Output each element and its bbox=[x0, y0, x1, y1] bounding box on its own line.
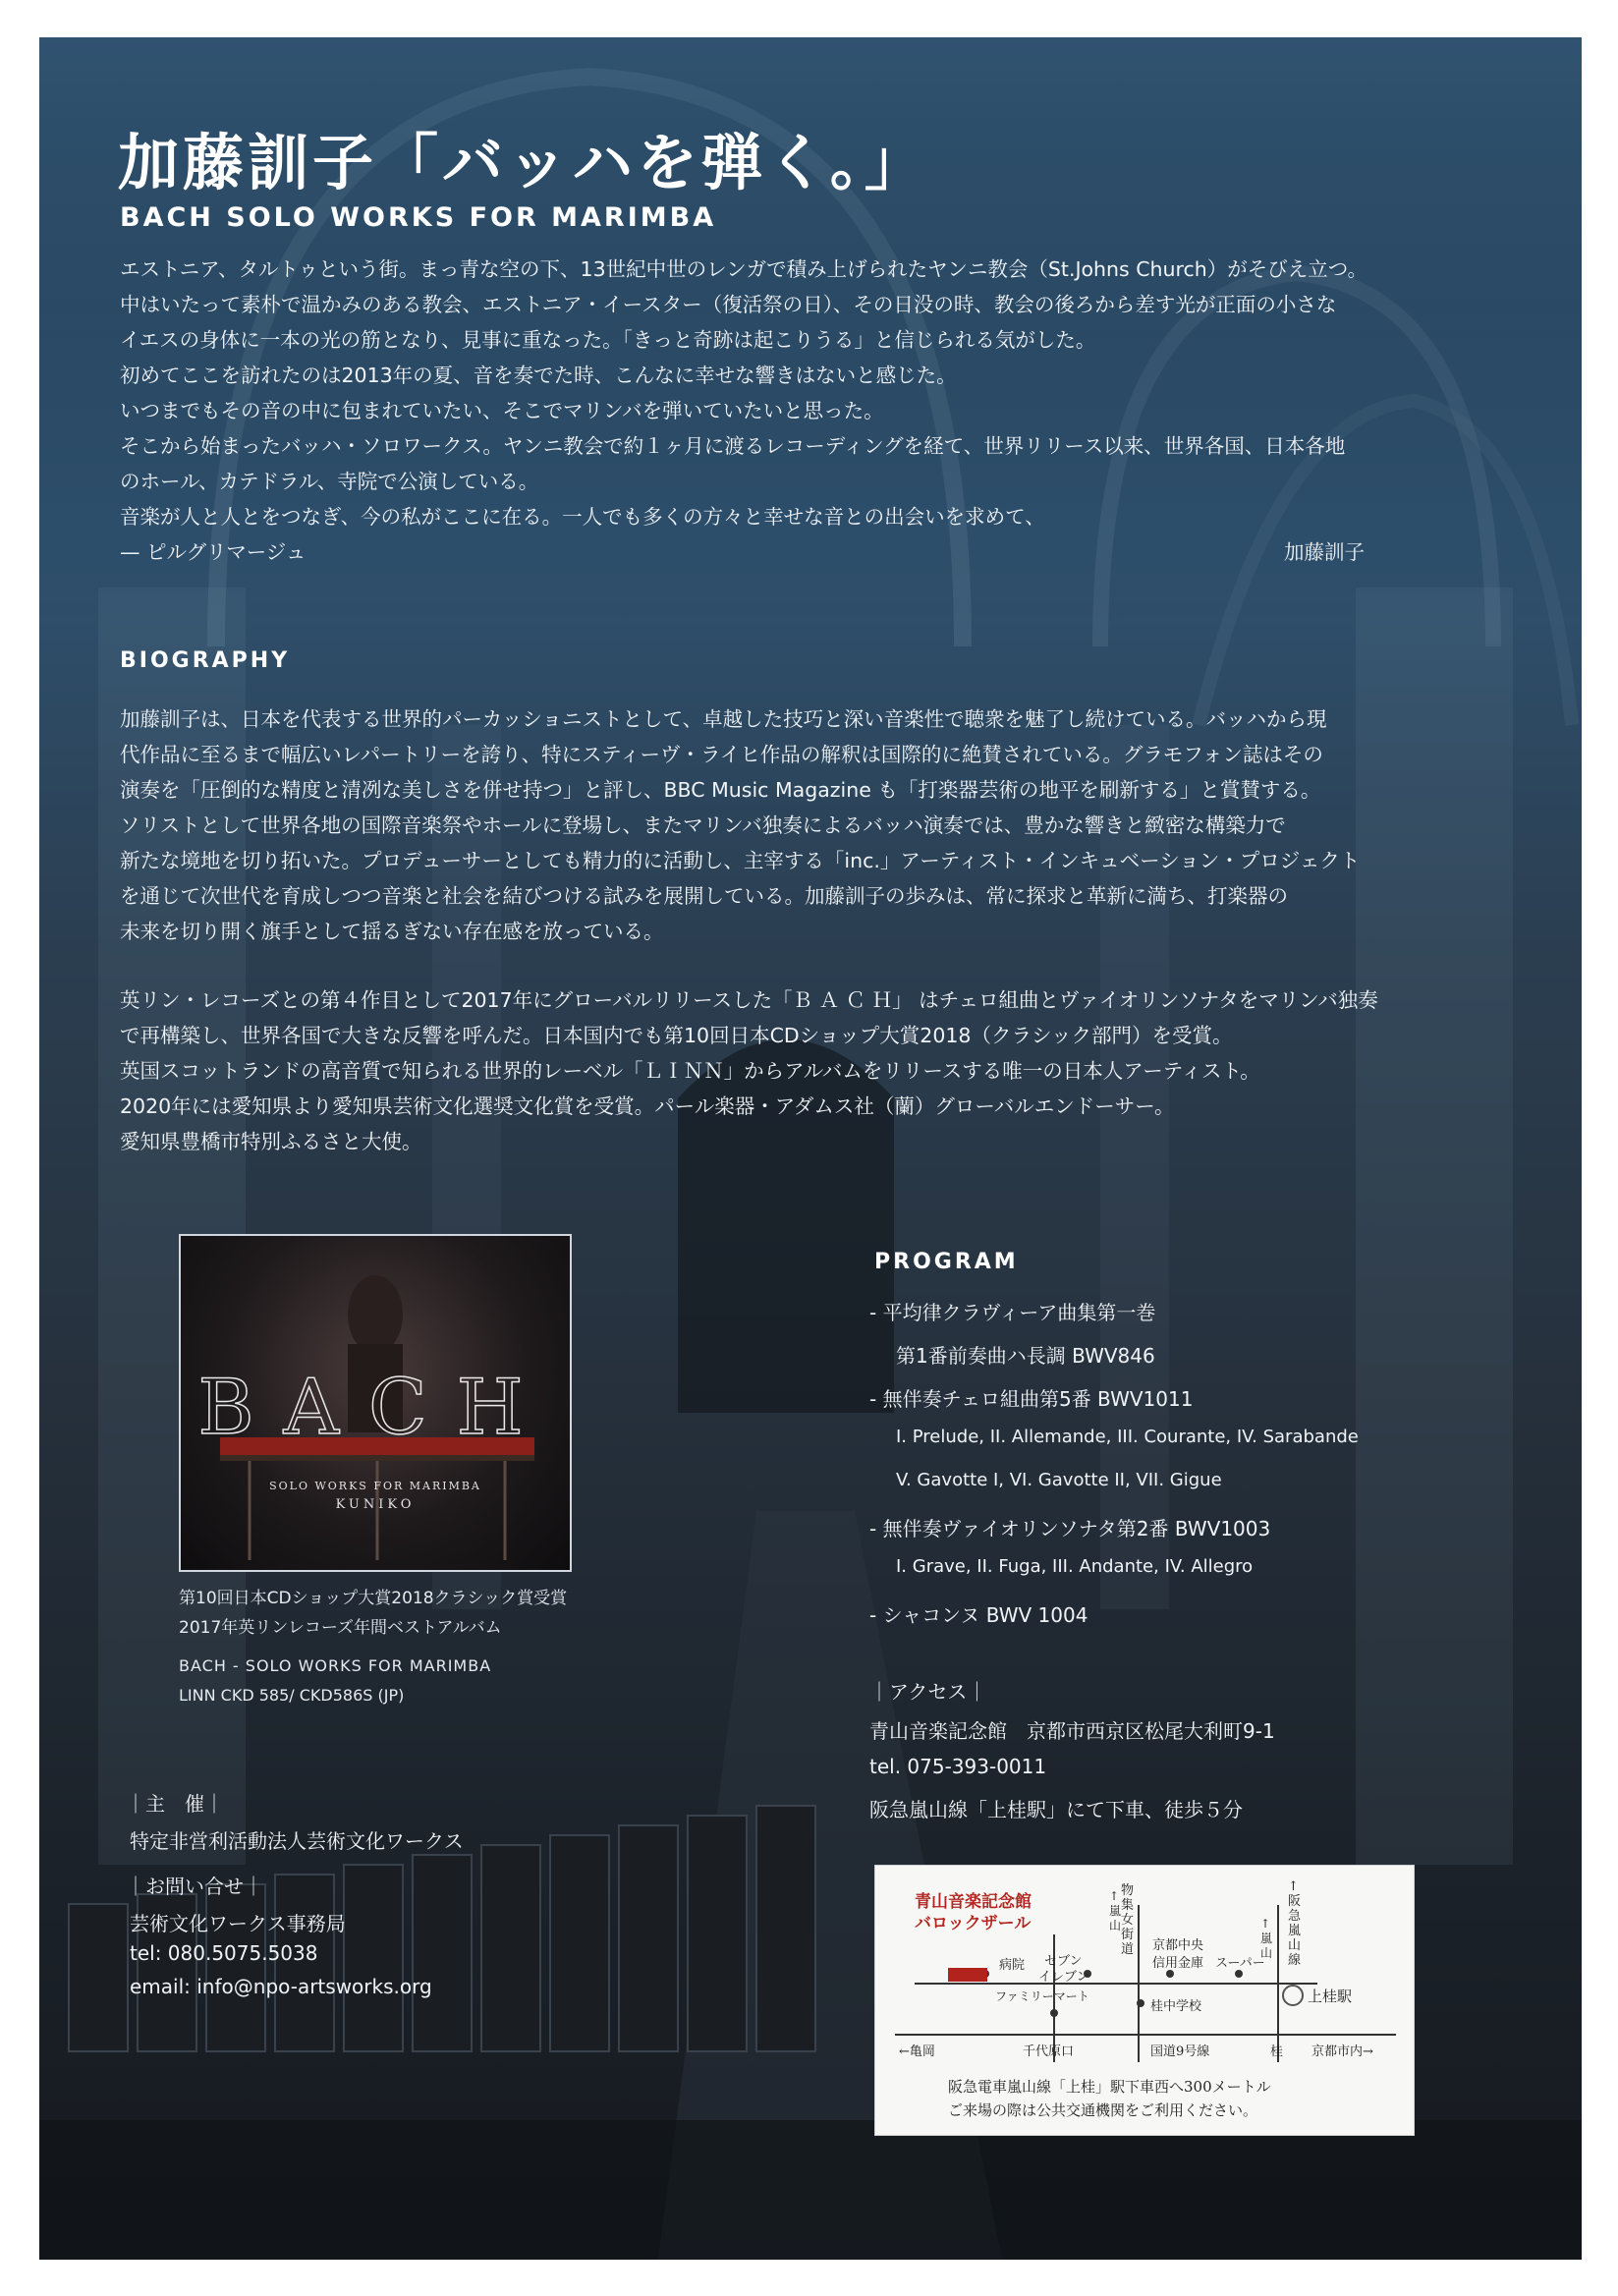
map-station: 上桂駅 bbox=[1308, 1988, 1353, 2005]
map-label: 国道9号線 bbox=[1150, 2044, 1210, 2059]
map-label-monoshume: 物 集 女 街 道 bbox=[1121, 1883, 1135, 1957]
map-label-arashiyama-2: ↑ 嵐 山 bbox=[1260, 1917, 1273, 1960]
bio-line: 演奏を「圧倒的な精度と清冽な美しさを併せ持つ」と評し、BBC Music Magazine も「打楽器芸術の地平を刷新する」と賞賛する。 bbox=[120, 778, 1321, 802]
organizer-name: 特定非営利活動法人芸術文化ワークス bbox=[130, 1829, 464, 1853]
access-directions: 阪急嵐山線「上桂駅」にて下車、徒歩５分 bbox=[869, 1798, 1243, 1821]
map-label: セブン bbox=[1044, 1954, 1083, 1969]
program-item: - 無伴奏チェロ組曲第5番 BWV1011 bbox=[869, 1387, 1194, 1411]
album-award-2: 2017年英リンレコーズ年間ベストアルバム bbox=[179, 1618, 502, 1638]
map-note-2: ご来場の際は公共交通機関をご利用ください。 bbox=[948, 2101, 1258, 2119]
intro-line: そこから始まったバッハ・ソロワークス。ヤンニ教会で約１ヶ月に渡るレコーディングを経て、世界リリース以来、世界各国、日本各地 bbox=[120, 434, 1346, 458]
contact-heading: ｜お問い合せ｜ bbox=[126, 1875, 263, 1898]
map-label: 桂中学校 bbox=[1150, 1999, 1202, 2014]
intro-line: エストニア、タルトゥという街。まっ青な空の下、13世紀中世のレンガで積み上げられたヤンニ教会（St.Johns Church）がそびえ立つ。 bbox=[120, 257, 1367, 281]
bio-line: ソリストとして世界各地の国際音楽祭やホールに登場し、またマリンバ独奏によるバッハ演奏では、豊かな響きと緻密な構築力で bbox=[120, 813, 1286, 837]
intro-signature: 加藤訓子 bbox=[1284, 540, 1365, 564]
access-venue: 青山音楽記念館 京都市西京区松尾大利町9-1 bbox=[869, 1719, 1275, 1743]
contact-tel: tel: 080.5075.5038 bbox=[130, 1941, 318, 1965]
album-cover-title: BACH bbox=[197, 1364, 553, 1452]
access-map bbox=[874, 1865, 1415, 2136]
intro-line: 初めてここを訪れたのは2013年の夏、音を奏でた時、こんなに幸せな響きはないと感じた。 bbox=[120, 364, 957, 387]
intro-line: 音楽が人と人とをつなぎ、今の私がここに在る。一人でも多くの方々と幸せな音との出会いを求めて、 bbox=[120, 505, 1045, 529]
map-label: 信用金庫 bbox=[1152, 1956, 1204, 1971]
intro-line: のホール、カテドラル、寺院で公演している。 bbox=[120, 470, 539, 493]
map-label: 京都中央 bbox=[1152, 1938, 1204, 1953]
map-label: 桂 bbox=[1270, 2044, 1284, 2059]
map-label: 京都市内→ bbox=[1311, 2044, 1373, 2059]
map-label: ファミリーマート bbox=[995, 1989, 1089, 2003]
biography-heading: BIOGRAPHY bbox=[120, 648, 291, 673]
map-label: ←亀岡 bbox=[899, 2044, 935, 2059]
bio-line: 加藤訓子は、日本を代表する世界的パーカッショニストとして、卓越した技巧と深い音楽性で聴衆を魅了し続けている。バッハから現 bbox=[120, 707, 1327, 731]
access-heading: ｜アクセス｜ bbox=[869, 1680, 987, 1704]
bio-line: 愛知県豊橋市特別ふるさと大使。 bbox=[120, 1130, 422, 1153]
intro-line: いつまでもその音の中に包まれていたい、そこでマリンバを弾いていたいと思った。 bbox=[120, 399, 884, 422]
program-item: - 平均律クラヴィーア曲集第一巻 bbox=[869, 1301, 1156, 1324]
program-item-detail: V. Gavotte I, VI. Gavotte II, VII. Gigue bbox=[896, 1470, 1222, 1490]
map-label-hankyu-line: ↑ 阪 急 嵐 山 線 bbox=[1288, 1879, 1302, 1968]
event-subtitle: BACH SOLO WORKS FOR MARIMBA bbox=[120, 202, 717, 233]
bio-line: で再構築し、世界各国で大きな反響を呼んだ。日本国内でも第10回日本CDショップ大賞2018（クラシック部門）を受賞。 bbox=[120, 1024, 1233, 1047]
biography-paragraph-2 bbox=[120, 982, 1525, 1159]
intro-closing-row bbox=[120, 534, 1525, 570]
map-label-arashiyama: ↑ 嵐 山 bbox=[1109, 1889, 1122, 1932]
access-tel: tel. 075-393-0011 bbox=[869, 1755, 1047, 1778]
map-label: スーパー bbox=[1215, 1956, 1265, 1971]
program-item: - 無伴奏ヴァイオリンソナタ第2番 BWV1003 bbox=[869, 1517, 1271, 1540]
map-venue-name: 青山音楽記念館 bbox=[915, 1892, 1032, 1912]
program-item-detail: 第1番前奏曲ハ長調 BWV846 bbox=[896, 1344, 1155, 1368]
bio-line: を通じて次世代を育成しつつ音楽と社会を結びつける試みを展開している。加藤訓子の歩みは、常に探求と革新に満ち、打楽器の bbox=[120, 884, 1288, 908]
album-catalog-number: LINN CKD 585/ CKD586S (JP) bbox=[179, 1686, 405, 1705]
map-label: 病院 bbox=[999, 1958, 1026, 1973]
bio-line: 英リン・レコーズとの第４作目として2017年にグローバルリリースした「Ｂ Ａ Ｃ Ｈ」 はチェロ組曲とヴァイオリンソナタをマリンバ独奏 bbox=[120, 988, 1378, 1012]
album-release-title: BACH - SOLO WORKS FOR MARIMBA bbox=[179, 1656, 492, 1675]
program-item: - シャコンヌ BWV 1004 bbox=[869, 1603, 1088, 1627]
album-cover bbox=[179, 1234, 572, 1572]
flyer bbox=[39, 37, 1582, 2260]
map-label: 千代原口 bbox=[1023, 2044, 1075, 2059]
album-cover-subtitle: SOLO WORKS FOR MARIMBA bbox=[269, 1480, 481, 1492]
program-heading: PROGRAM bbox=[874, 1250, 1019, 1274]
program-item-detail: I. Grave, II. Fuga, III. Andante, IV. Allegro bbox=[896, 1556, 1254, 1577]
contact-email: email: info@npo-artsworks.org bbox=[130, 1975, 432, 1998]
bio-line: 代作品に至るまで幅広いレパートリーを誇り、特にスティーヴ・ライヒ作品の解釈は国際的に絶賛されている。グラモフォン誌はその bbox=[120, 743, 1323, 766]
map-note-1: 阪急電車嵐山線「上桂」駅下車西へ300メートル bbox=[948, 2078, 1271, 2096]
intro-paragraph bbox=[120, 252, 1525, 570]
bio-line: 英国スコットランドの高音質で知られる世界的レーベル「ＬＩＮＮ」からアルバムをリリースする唯一の日本人アーティスト。 bbox=[120, 1059, 1260, 1083]
album-award-1: 第10回日本CDショップ大賞2018クラシック賞受賞 bbox=[179, 1589, 568, 1608]
album-cover-artist: KUNIKO bbox=[335, 1497, 416, 1512]
intro-line: 中はいたって素朴で温かみのある教会、エストニア・イースター（復活祭の日）、その日没の時、教会の後ろから差す光が正面の小さな bbox=[120, 293, 1337, 316]
contact-office: 芸術文化ワークス事務局 bbox=[130, 1912, 346, 1935]
map-venue-hall: バロックザール bbox=[915, 1914, 1032, 1933]
intro-line: イエスの身体に一本の光の筋となり、見事に重なった。「きっと奇跡は起こりうる」と信じられる気がした。 bbox=[120, 328, 1096, 352]
program-item-detail: I. Prelude, II. Allemande, III. Courante, IV. Sarabande bbox=[896, 1427, 1359, 1447]
organizer-heading: ｜主 催｜ bbox=[126, 1792, 224, 1816]
map-label: イレブン bbox=[1038, 1970, 1089, 1985]
bio-line: 2020年には愛知県より愛知県芸術文化選奨文化賞を受賞。パール楽器・アダムス社（蘭）グローバルエンドーサー。 bbox=[120, 1094, 1175, 1118]
bio-line: 新たな境地を切り拓いた。プロデューサーとしても精力的に活動し、主宰する「inc.」アーティスト・インキュベーション・プロジェクト bbox=[120, 849, 1361, 872]
biography-paragraph-1 bbox=[120, 701, 1525, 949]
intro-closing: — ピルグリマージュ bbox=[120, 540, 307, 564]
bio-line: 未来を切り開く旗手として揺るぎない存在感を放っている。 bbox=[120, 920, 664, 943]
event-title: 加藤訓子「バッハを弾く。」 bbox=[118, 127, 929, 198]
